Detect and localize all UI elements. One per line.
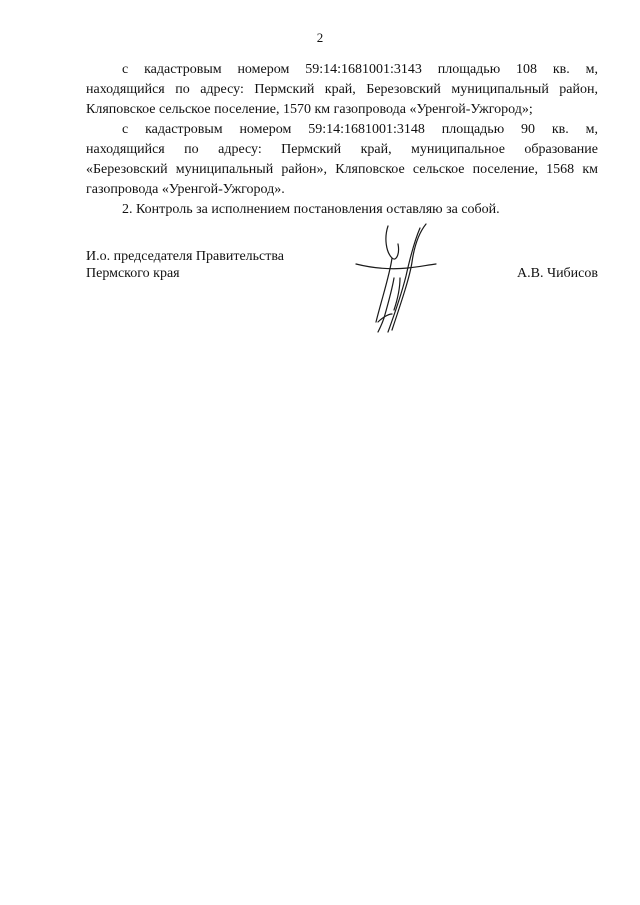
text-line: Кляповское сельское поселение, 1570 км газопровода «Уренгой-Ужгород»; — [86, 102, 533, 117]
signatory-title-line: Пермского края — [86, 266, 180, 281]
paragraph-control — [86, 200, 598, 220]
text-line: находящийся по адресу: Пермский край, Березовский муниципальный район, — [86, 82, 598, 97]
text-line: находящийся по адресу: Пермский край, муниципальное образование — [86, 142, 598, 157]
text-line: газопровода «Уренгой-Ужгород». — [86, 182, 285, 197]
signatory-name: А.В. Чибисов — [517, 266, 598, 281]
page-number: 2 — [316, 30, 324, 45]
paragraph-plot-3148 — [86, 120, 598, 200]
paragraph-plot-3143 — [86, 60, 598, 120]
text-line: с кадастровым номером 59:14:1681001:3143 площадью 108 кв. м, — [122, 62, 598, 77]
signature-block — [86, 248, 598, 348]
text-line: 2. Контроль за исполнением постановления оставляю за собой. — [122, 202, 500, 217]
document-body — [86, 60, 598, 220]
signatory-title-line: И.о. председателя Правительства — [86, 249, 285, 264]
handwritten-signature — [348, 218, 438, 336]
text-line: «Березовский муниципальный район», Кляповское сельское поселение, 1568 км — [86, 162, 598, 177]
signatory-title — [86, 248, 284, 282]
text-line: с кадастровым номером 59:14:1681001:3148 площадью 90 кв. м, — [122, 122, 598, 137]
